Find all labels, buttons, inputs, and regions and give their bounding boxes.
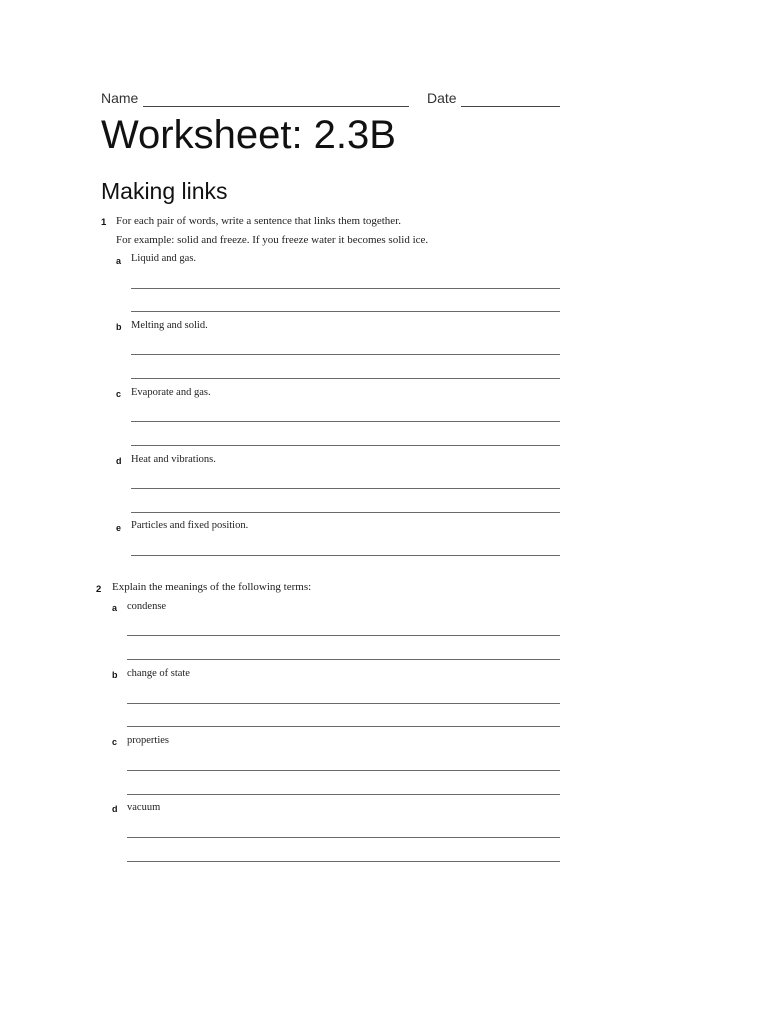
answer-line[interactable] (131, 488, 560, 489)
answer-line[interactable] (131, 311, 560, 312)
question-1d-letter: d (116, 456, 122, 466)
worksheet-title: Worksheet: 2.3B (101, 113, 396, 157)
question-1b-text: Melting and solid. (131, 320, 208, 331)
question-2d-letter: d (112, 804, 118, 814)
answer-line[interactable] (131, 354, 560, 355)
question-1d-text: Heat and vibrations. (131, 454, 216, 465)
answer-line[interactable] (127, 770, 560, 771)
answer-line[interactable] (131, 445, 560, 446)
question-2c-letter: c (112, 737, 118, 747)
question-2a-text: condense (127, 601, 167, 612)
question-1c-text: Evaporate and gas. (131, 387, 211, 398)
question-1-example: For example: solid and freeze. If you freeze water it becomes solid ice. (116, 234, 429, 246)
question-1b-letter: b (116, 322, 122, 332)
answer-line[interactable] (131, 421, 560, 422)
answer-line[interactable] (127, 837, 560, 838)
question-1-instruction: For each pair of words, write a sentence that links them together. (116, 215, 401, 227)
name-label: Name (101, 90, 139, 106)
question-2d-text: vacuum (127, 802, 161, 813)
question-2-instruction: Explain the meanings of the following terms: (112, 581, 312, 593)
answer-line[interactable] (131, 288, 560, 289)
answer-line[interactable] (131, 555, 560, 556)
question-2b-letter: b (112, 670, 118, 680)
question-1e-letter: e (116, 523, 122, 533)
question-1c-letter: c (116, 389, 122, 399)
date-field-line[interactable] (461, 106, 560, 107)
name-field-line[interactable] (143, 106, 409, 107)
question-1-number: 1 (101, 217, 107, 228)
question-1e-text: Particles and fixed position. (131, 520, 249, 531)
question-2c-text: properties (127, 735, 169, 746)
question-2b-text: change of state (127, 668, 190, 679)
answer-line[interactable] (127, 794, 560, 795)
answer-line[interactable] (127, 659, 560, 660)
question-1a-text: Liquid and gas. (131, 253, 197, 264)
date-label: Date (427, 90, 457, 106)
answer-line[interactable] (127, 726, 560, 727)
name-date-row (101, 90, 561, 110)
question-2a-letter: a (112, 603, 118, 613)
section-heading: Making links (101, 178, 228, 204)
answer-line[interactable] (131, 512, 560, 513)
question-2-number: 2 (96, 584, 102, 595)
answer-line[interactable] (127, 703, 560, 704)
answer-line[interactable] (131, 378, 560, 379)
answer-line[interactable] (127, 635, 560, 636)
answer-line[interactable] (127, 861, 560, 862)
question-1a-letter: a (116, 256, 122, 266)
